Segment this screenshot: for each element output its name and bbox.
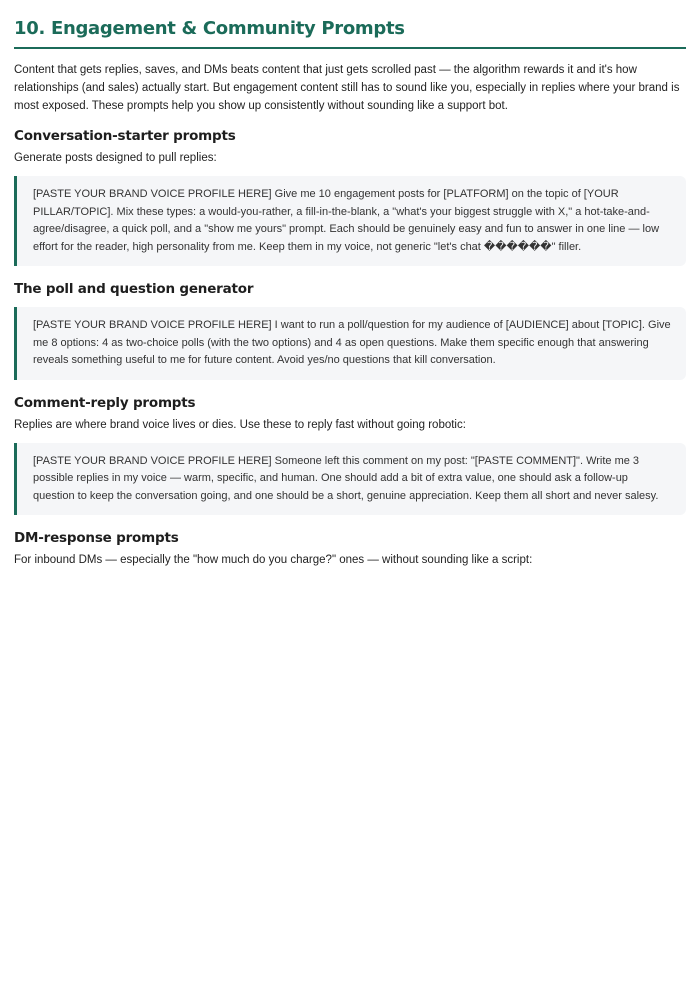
comment-reply-prompt-box [14,443,686,516]
poll-generator-heading: The poll and question generator [14,281,254,297]
section-intro: Content that gets replies, saves, and DMs beats content that just gets scrolled past — the algorithm rewards it and it's how relationships (and sales) actually start. But engagement content still has to sound like you, especially in replies where your brand is most exposed. These prompts help you show up consistently without sounding like a support bot. [14,64,680,112]
conversation-starter-lead: Generate posts designed to pull replies: [14,152,217,164]
conversation-starter-prompt-text: [PASTE YOUR BRAND VOICE PROFILE HERE] Give me 10 engagement posts for [PLATFORM] on the topic of [YOUR PILLAR/TOPIC]. Mix these types: a would-you-rather, a fill-in-the-blank, a "what's your biggest struggle with X," a hot-take-and-agree/disagree, a quick poll, and a "show me yours" prompt. Each should be genuinely easy and fun to answer in one line — low effort for the reader, high personality from me. Keep them in my voice, not generic "let's chat ������" filler. [33,188,660,253]
dm-response-lead: For inbound DMs — especially the "how much do you charge?" ones — without sounding like a script: [14,554,533,566]
comment-reply-heading: Comment-reply prompts [14,394,196,411]
comment-reply-lead: Replies are where brand voice lives or dies. Use these to reply fast without going robotic: [14,418,466,431]
conversation-starter-prompt-box [14,176,686,266]
conversation-starter-heading: Conversation-starter prompts [14,128,236,144]
comment-reply-prompt-text: [PASTE YOUR BRAND VOICE PROFILE HERE] Someone left this comment on my post: "[PASTE COMMENT]". Write me 3 possible replies in my voice — warm, specific, and human. One should add a bit of extra value, one should ask a follow-up question to keep the conversation going, and one should be a short, genuine appreciation. Keep them all short and never salesy. [33,454,659,502]
dm-response-heading: DM-response prompts [14,530,179,546]
poll-generator-prompt-box [14,307,686,380]
section-title: 10. Engagement & Community Prompts [14,18,686,49]
poll-generator-prompt-text: [PASTE YOUR BRAND VOICE PROFILE HERE] I want to run a poll/question for my audience of [AUDIENCE] about [TOPIC]. Give me 8 options: 4 as two-choice polls (with the two options) and 4 as open questions. Make them specific enough that answering reveals something useful to me for future content. Avoid yes/no questions that kill conversation. [33,319,671,366]
